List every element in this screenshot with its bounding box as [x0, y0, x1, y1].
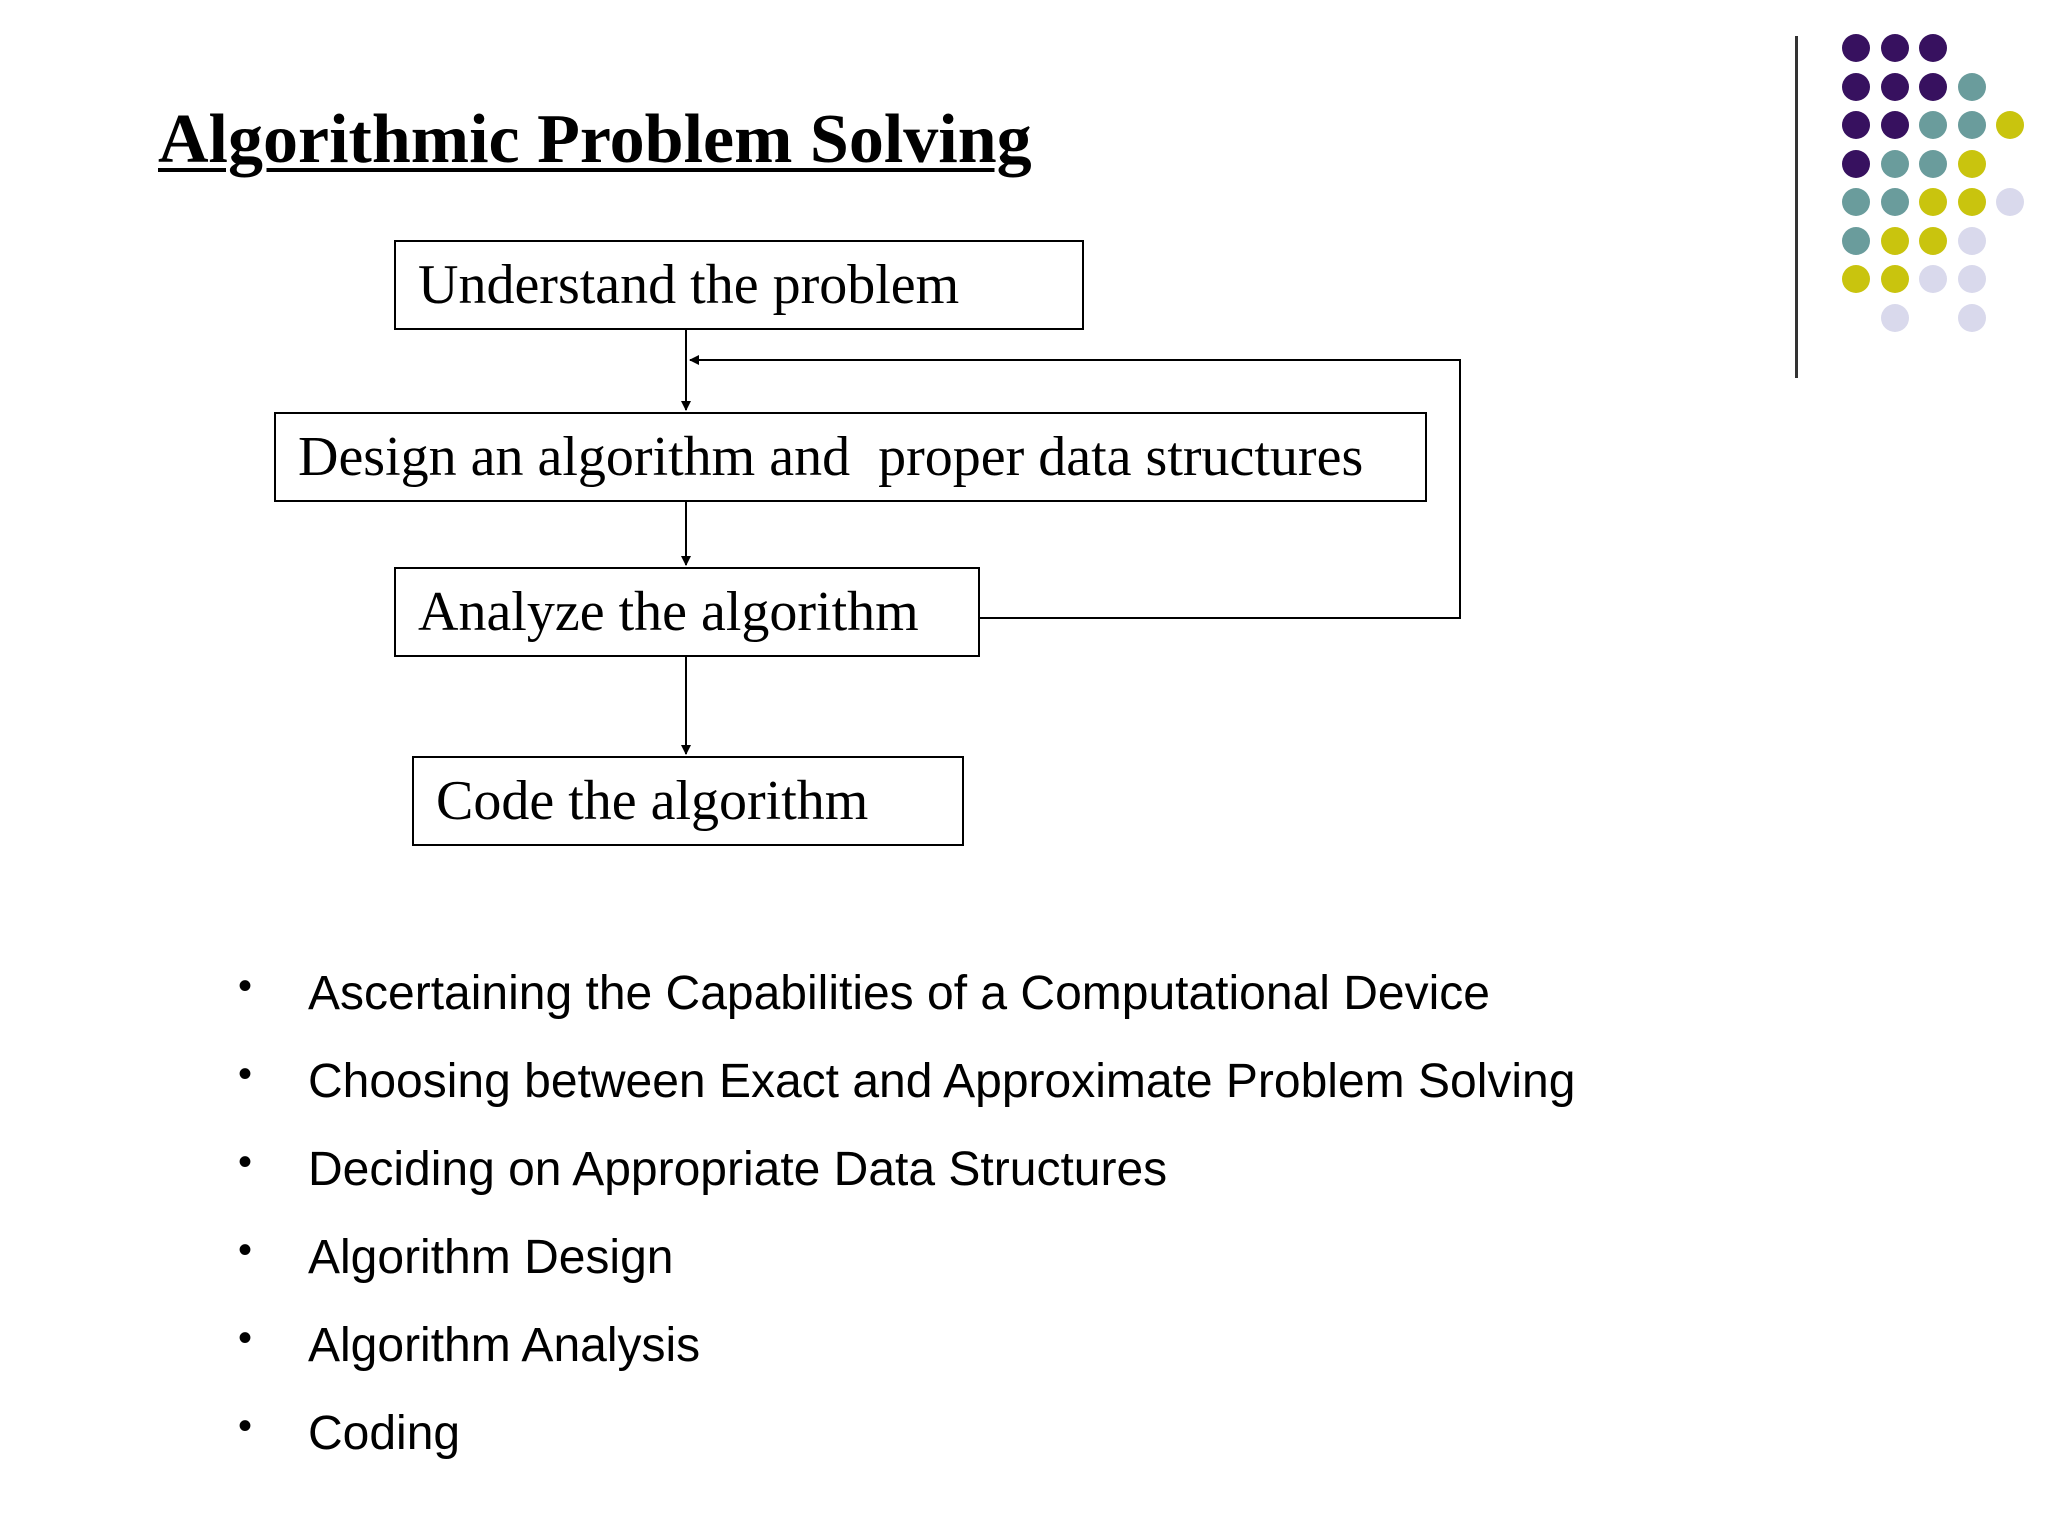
bullet-text: Algorithm Design [308, 1231, 674, 1284]
slide-title: Algorithmic Problem Solving [158, 101, 1032, 178]
decorative-dot [1919, 188, 1947, 216]
decorative-dot [1919, 111, 1947, 139]
bullet-icon: • [238, 1052, 253, 1096]
decorative-dot [1842, 227, 1870, 255]
decorative-dot [1958, 188, 1986, 216]
flow-step-analyze [394, 567, 980, 657]
bullet-icon: • [238, 1404, 253, 1448]
decorative-dot [1881, 111, 1909, 139]
decorative-dot [1958, 227, 1986, 255]
flow-step-label: Design an algorithm and proper data structures [298, 426, 1364, 488]
decorative-dot [1958, 304, 1986, 332]
decorative-dot [1919, 227, 1947, 255]
bullet-icon: • [238, 1228, 253, 1272]
decorative-dot [1919, 265, 1947, 293]
decorative-dot [1996, 188, 2024, 216]
decorative-dot [1958, 73, 1986, 101]
bullet-icon: • [238, 964, 253, 1008]
decorative-dot [1881, 265, 1909, 293]
vertical-divider [1795, 36, 1798, 378]
decorative-dot [1881, 34, 1909, 62]
flow-step-label: Analyze the algorithm [418, 581, 919, 643]
decorative-dot [1881, 73, 1909, 101]
flow-step-design [274, 412, 1427, 502]
bullet-text: Choosing between Exact and Approximate Problem Solving [308, 1055, 1576, 1108]
flow-step-code [412, 756, 964, 846]
decorative-dot [1919, 150, 1947, 178]
decorative-dot [1842, 265, 1870, 293]
decorative-dot [1996, 111, 2024, 139]
decorative-dot [1842, 34, 1870, 62]
decorative-dot [1881, 150, 1909, 178]
flow-step-label: Code the algorithm [436, 770, 869, 832]
flow-step-label: Understand the problem [418, 254, 960, 316]
flow-step-understand [394, 240, 1084, 330]
bullet-text: Algorithm Analysis [308, 1319, 701, 1372]
decorative-dot [1919, 34, 1947, 62]
decorative-dot [1842, 73, 1870, 101]
bullet-icon: • [238, 1316, 253, 1360]
bullet-icon: • [238, 1140, 253, 1184]
decorative-dot [1919, 73, 1947, 101]
decorative-dot [1958, 111, 1986, 139]
decorative-dot [1958, 150, 1986, 178]
decorative-dot [1842, 188, 1870, 216]
decorative-dot [1842, 111, 1870, 139]
decorative-dot [1881, 304, 1909, 332]
decorative-dot [1881, 227, 1909, 255]
bullet-text: Deciding on Appropriate Data Structures [308, 1143, 1168, 1196]
decorative-dot [1881, 188, 1909, 216]
bullet-text: Ascertaining the Capabilities of a Computational Device [308, 967, 1490, 1020]
decorative-dot [1958, 265, 1986, 293]
bullet-text: Coding [308, 1407, 461, 1460]
decorative-dot [1842, 150, 1870, 178]
